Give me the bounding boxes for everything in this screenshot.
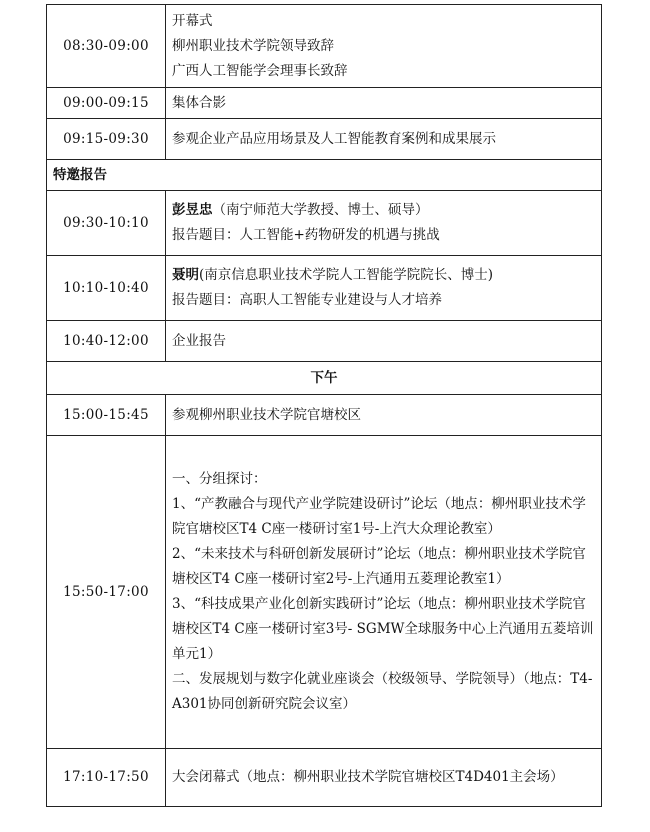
content-cell [166,191,602,256]
content-cell: 企业报告 [166,321,602,362]
campus-visit-row [47,395,602,436]
time-cell: 09:00-09:15 [47,88,166,119]
invited-section-row [47,160,602,191]
opening-line-3: 广西人工智能学会理事长致辞 [172,62,348,79]
opening-row [47,5,602,88]
forum-item: 1、“产教融合与现代产业学院建设研讨”论坛（地点：柳州职业技术学院官塘校区T4 C座一楼研讨室1号-上汽大众理论教室） [172,496,586,537]
closing-row [47,749,602,807]
forum-heading: 一、分组探讨： [172,471,267,487]
time-cell: 15:00-15:45 [47,395,166,436]
enterprise-row [47,321,602,362]
speaker-affiliation: (南京信息职业技术学院人工智能学院院长、博士) [199,267,494,283]
schedule-table [46,4,602,807]
time-cell: 09:30-10:10 [47,191,166,256]
time-cell: 08:30-09:00 [47,5,166,88]
speaker-topic: 报告题目：人工智能+药物研发的机遇与挑战 [172,227,440,243]
speaker-row [47,256,602,321]
content-cell: 参观企业产品应用场景及人工智能教育案例和成果展示 [166,119,602,160]
time-cell: 10:10-10:40 [47,256,166,321]
section-heading: 下午 [47,362,602,395]
section-heading: 特邀报告 [47,160,602,191]
speaker-name: 聂明 [172,267,199,283]
opening-line-1: 开幕式 [172,12,213,29]
content-cell [166,256,602,321]
time-cell: 09:15-09:30 [47,119,166,160]
visit-row [47,119,602,160]
opening-line-2: 柳州职业技术学院领导致辞 [172,37,334,54]
speaker-affiliation: （南宁师范大学教授、博士、硕导） [212,202,429,218]
content-cell [166,436,602,749]
speaker-line [172,198,595,223]
speaker-topic: 报告题目：高职人工智能专业建设与人才培养 [172,292,442,308]
forum-item: 2、“未来技术与科研创新发展研讨”论坛（地点：柳州职业技术学院官塘校区T4 C座一楼研讨室2号-上汽通用五菱理论教室1） [172,546,586,587]
speaker-name: 彭昱忠 [172,202,213,218]
forums-row [47,436,602,749]
speaker-line [172,263,595,288]
content-cell [166,5,602,88]
content-cell: 集体合影 [166,88,602,119]
photo-row [47,88,602,119]
afternoon-section-row [47,362,602,395]
content-cell: 参观柳州职业技术学院官塘校区 [166,395,602,436]
forum-item: 3、“科技成果产业化创新实践研讨”论坛（地点：柳州职业技术学院官塘校区T4 C座一楼研讨室3号- SGMW全球服务中心上汽通用五菱培训单元1） [172,596,594,662]
time-cell: 10:40-12:00 [47,321,166,362]
time-cell: 17:10-17:50 [47,749,166,807]
time-cell: 15:50-17:00 [47,436,166,749]
forum-item: 二、发展规划与数字化就业座谈会（校级领导、学院领导）（地点：T4-A301协同创新研究院会议室） [172,671,593,712]
content-cell: 大会闭幕式（地点：柳州职业技术学院官塘校区T4D401主会场） [166,749,602,807]
speaker-row [47,191,602,256]
